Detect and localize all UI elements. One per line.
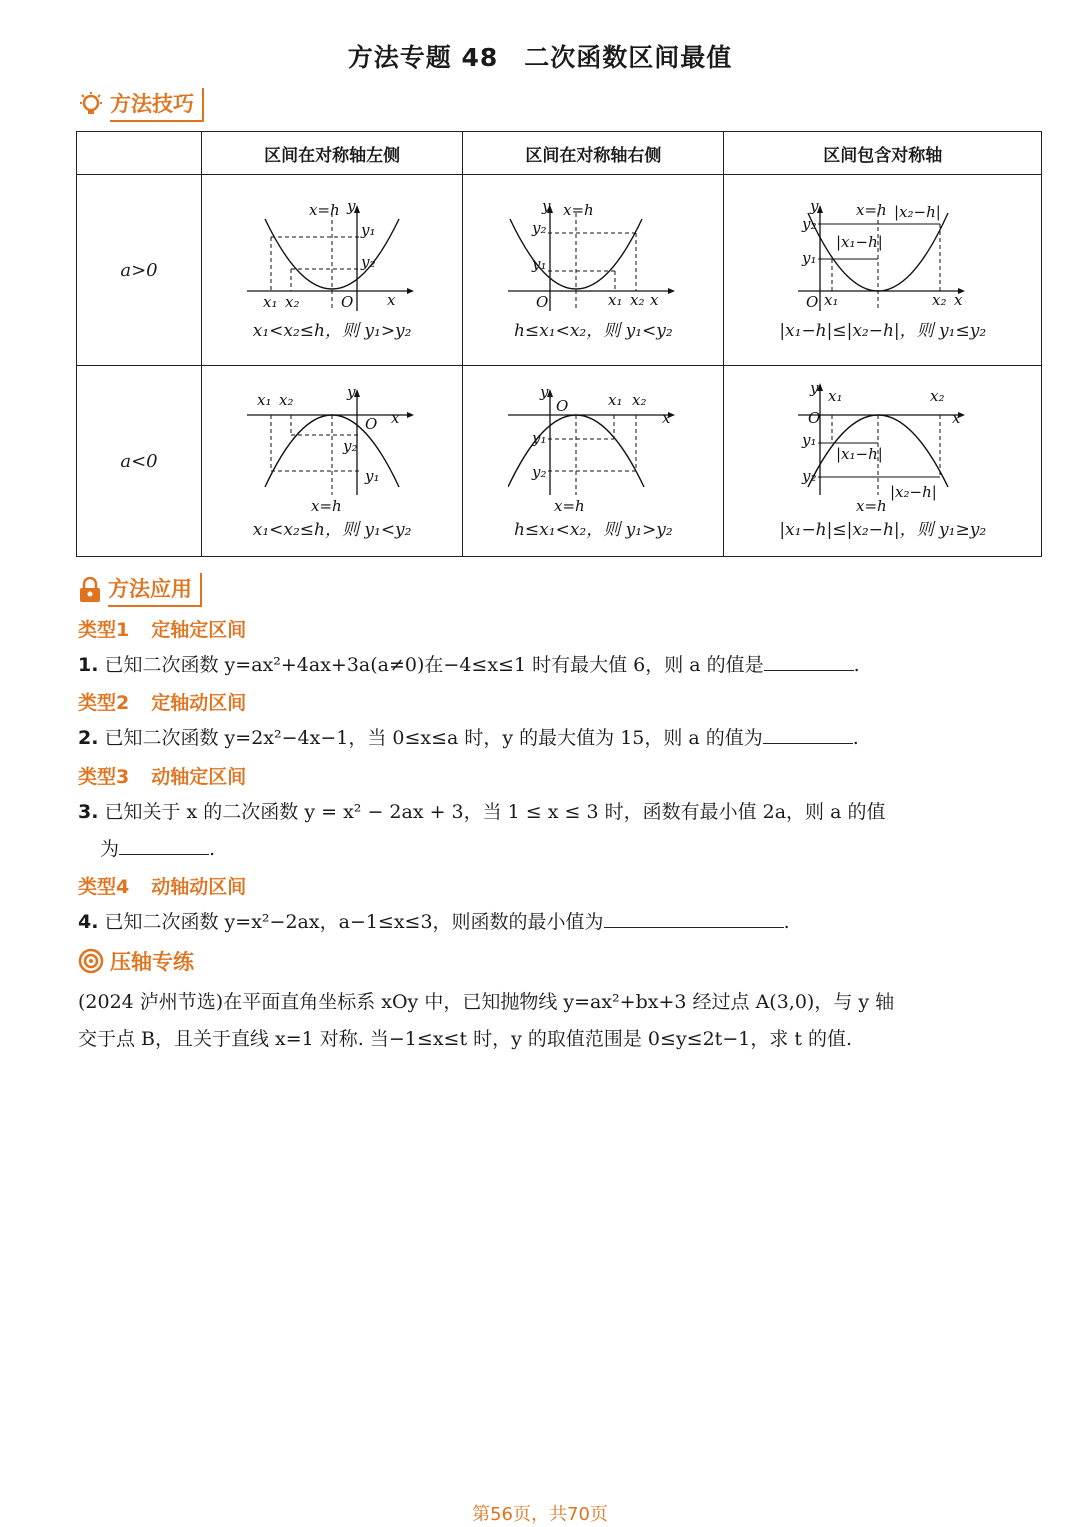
answer-blank[interactable] (604, 907, 784, 928)
svg-text:x: x (387, 291, 396, 309)
svg-text:y: y (809, 199, 819, 215)
parabola-up-contain-graph (798, 199, 968, 314)
svg-text:y₂: y₂ (801, 466, 817, 485)
svg-text:x₁: x₁ (257, 390, 272, 409)
question-3: 3. 已知关于 x 的二次函数 y = x² − 2ax + 3，当 1 ≤ x ≤ 3 时，函数有最小值 2a，则 a 的值 为 . (78, 801, 886, 860)
svg-text:x₂: x₂ (630, 291, 645, 309)
svg-text:y: y (809, 382, 819, 397)
question-4: 4. 已知二次函数 y=x²−2ax，a−1≤x≤3，则函数的最小值为 . (78, 904, 1042, 941)
row-label: a>0 (77, 175, 202, 366)
practice-problem: (2024 泸州节选)在平面直角坐标系 xOy 中，已知抛物线 y=ax²+bx+3 经过点 A(3,0)，与 y 轴 交于点 B，且关于直线 x=1 对称. 当−1≤x≤t 时，y 的取值范围是 0≤y≤2t−1，求 t 的值. (78, 991, 895, 1050)
svg-text:O: O (807, 408, 821, 427)
svg-text:x₂: x₂ (279, 390, 294, 409)
table-caption: x₁<x₂≤h，则 y₁>y₂ (252, 321, 412, 341)
svg-text:y₂: y₂ (343, 436, 358, 455)
table-corner (77, 132, 202, 175)
row-label: a<0 (77, 366, 202, 557)
svg-text:O: O (365, 414, 378, 433)
svg-text:y₁: y₁ (365, 466, 380, 485)
svg-text:x=h: x=h (554, 496, 586, 513)
question-1: 1. 已知二次函数 y=ax²+4ax+3a(a≠0)在−4≤x≤1 时有最大值 6，则 a 的值是 . (78, 647, 1042, 684)
svg-text:y₁: y₁ (801, 249, 817, 267)
svg-text:|x₂−h|: |x₂−h| (889, 482, 937, 501)
graph-cell (202, 366, 463, 557)
svg-text:x=h: x=h (563, 201, 595, 219)
section-practice-label: 压轴专练 (110, 950, 194, 974)
target-icon (78, 948, 104, 974)
graph-cell (463, 175, 724, 366)
section-practice (78, 946, 194, 976)
svg-text:y₂: y₂ (361, 253, 376, 271)
table-caption: |x₁−h|≤|x₂−h|，则 y₁≤y₂ (779, 321, 987, 341)
svg-text:x₂: x₂ (285, 293, 300, 311)
svg-text:y: y (347, 199, 356, 215)
svg-text:O: O (341, 293, 354, 311)
svg-text:y: y (542, 199, 551, 215)
svg-text:x₁: x₁ (823, 291, 839, 309)
svg-text:x₁: x₁ (263, 293, 278, 311)
svg-text:x=h: x=h (855, 496, 887, 513)
type-heading-4: 类型4 动轴动区间 (78, 876, 247, 898)
parabola-up-left-graph (247, 199, 417, 314)
svg-text:x: x (650, 291, 659, 309)
section-skills-label: 方法技巧 (110, 88, 204, 122)
svg-text:x=h: x=h (855, 201, 887, 219)
svg-text:y₂: y₂ (532, 219, 547, 237)
answer-blank[interactable] (764, 650, 854, 671)
svg-text:y₂: y₂ (532, 462, 547, 481)
svg-text:y: y (347, 382, 356, 401)
svg-text:x=h: x=h (311, 496, 342, 513)
table-header: 区间在对称轴右侧 (463, 132, 724, 175)
svg-text:x₁: x₁ (827, 386, 843, 405)
svg-text:x: x (662, 408, 671, 427)
page-title: 方法专题 48 二次函数区间最值 (347, 43, 733, 72)
type-heading-3: 类型3 动轴定区间 (78, 766, 247, 788)
svg-text:y₂: y₂ (801, 215, 817, 233)
table-caption: h≤x₁<x₂，则 y₁>y₂ (513, 519, 673, 540)
graph-cell (724, 175, 1042, 366)
svg-text:x: x (951, 408, 961, 427)
svg-text:y: y (540, 382, 549, 401)
parabola-up-right-graph (508, 199, 678, 314)
section-application-label: 方法应用 (108, 573, 202, 607)
page-footer: 第56页，共70页 (472, 1504, 608, 1525)
section-application (78, 573, 202, 607)
type-heading-2: 类型2 定轴动区间 (78, 692, 247, 714)
table-header: 区间在对称轴左侧 (202, 132, 463, 175)
graph-cell (724, 366, 1042, 557)
graph-cell (463, 366, 724, 557)
table-caption: x₁<x₂≤h，则 y₁<y₂ (252, 519, 412, 540)
type-heading-1: 类型1 定轴定区间 (78, 619, 247, 641)
svg-text:O: O (536, 293, 549, 311)
answer-blank[interactable] (763, 723, 853, 744)
svg-text:y₁: y₁ (801, 430, 817, 449)
lock-icon (78, 577, 102, 603)
question-2: 2. 已知二次函数 y=2x²−4x−1，当 0≤x≤a 时，y 的最大值为 15，则 a 的值为 . (78, 720, 1042, 757)
section-skills (78, 88, 204, 122)
svg-text:y₁: y₁ (532, 428, 547, 447)
table-header: 区间包含对称轴 (724, 132, 1042, 175)
svg-text:x₁: x₁ (608, 291, 623, 309)
parabola-down-right-graph (508, 383, 678, 513)
svg-text:y₁: y₁ (361, 221, 376, 239)
svg-text:x₁: x₁ (608, 390, 623, 409)
answer-blank[interactable] (119, 834, 209, 855)
svg-text:O: O (556, 396, 569, 415)
table-caption: |x₁−h|≤|x₂−h|，则 y₁≥y₂ (779, 519, 987, 540)
svg-text:x: x (391, 408, 400, 427)
svg-text:|x₁−h|: |x₁−h| (835, 233, 883, 251)
svg-text:x₂: x₂ (632, 390, 647, 409)
table-caption: h≤x₁<x₂，则 y₁<y₂ (513, 321, 673, 341)
lightbulb-icon (78, 92, 104, 118)
svg-text:|x₁−h|: |x₁−h| (835, 444, 883, 463)
svg-text:x₂: x₂ (929, 386, 945, 405)
parabola-down-left-graph (247, 383, 417, 513)
graph-cell (202, 175, 463, 366)
svg-text:x=h: x=h (309, 201, 340, 219)
parabola-down-contain-graph (798, 383, 968, 513)
svg-text:x: x (953, 291, 963, 309)
svg-text:|x₂−h|: |x₂−h| (893, 203, 941, 221)
svg-text:y₁: y₁ (532, 255, 547, 273)
svg-text:O: O (805, 293, 819, 311)
svg-text:x₂: x₂ (931, 291, 947, 309)
summary-table (76, 131, 1042, 557)
